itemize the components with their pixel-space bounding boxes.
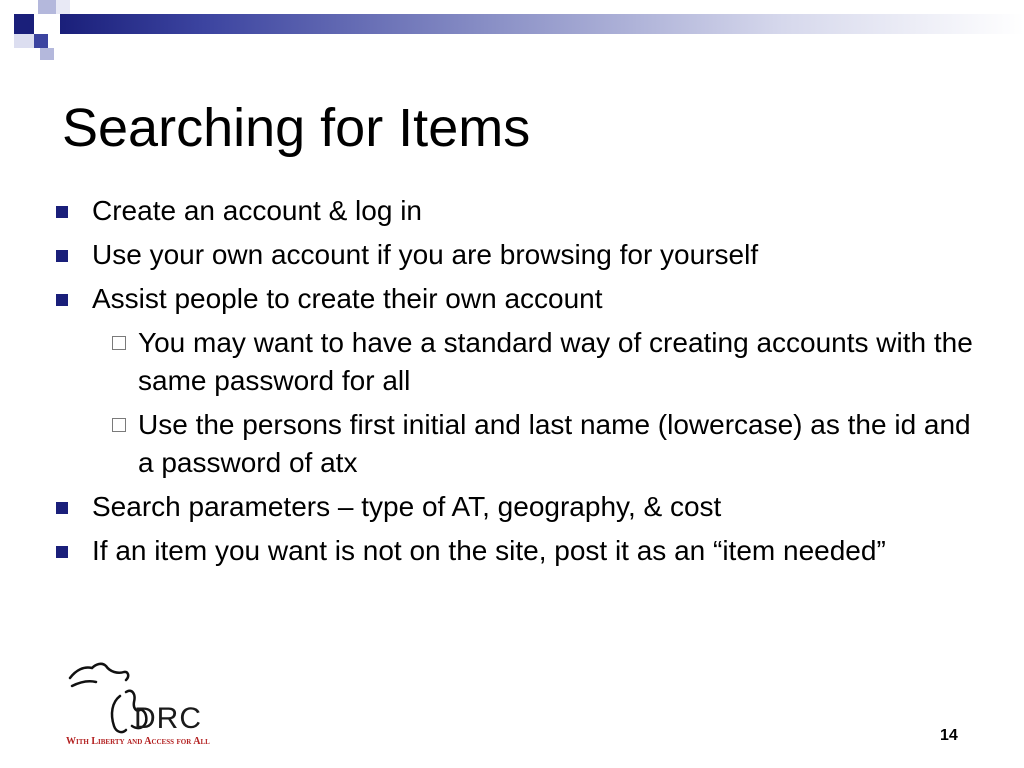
- square-bullet-icon: [56, 502, 68, 514]
- bullet-list: [56, 192, 976, 576]
- bullet-item: [56, 236, 976, 274]
- hollow-square-bullet-icon: [112, 336, 126, 350]
- bullet-text: Create an account & log in: [92, 195, 422, 226]
- square-bullet-icon: [56, 546, 68, 558]
- decor-square: [38, 0, 56, 14]
- decor-square: [0, 34, 14, 48]
- decor-square: [40, 48, 54, 60]
- square-bullet-icon: [56, 250, 68, 262]
- drc-logo: [62, 656, 232, 752]
- slide-title: Searching for Items: [62, 98, 531, 158]
- sub-bullet-text: You may want to have a standard way of creating accounts with the same password for all: [138, 327, 973, 396]
- page-number: 14: [940, 727, 958, 744]
- sub-bullet-item: [110, 324, 976, 400]
- bullet-text: Search parameters – type of AT, geography, & cost: [92, 491, 722, 522]
- square-bullet-icon: [56, 206, 68, 218]
- bullet-text: If an item you want is not on the site, post it as an “item needed”: [92, 535, 886, 566]
- header-decoration: [0, 0, 1024, 64]
- decor-square: [14, 34, 34, 48]
- hollow-square-bullet-icon: [112, 418, 126, 432]
- decor-square: [34, 34, 48, 48]
- logo-name: DRC: [134, 702, 202, 735]
- sub-bullet-text: Use the persons first initial and last name (lowercase) as the id and a password of atx: [138, 409, 971, 478]
- bullet-item: [56, 532, 976, 570]
- bullet-text: Assist people to create their own account: [92, 283, 603, 314]
- decor-square: [14, 14, 34, 34]
- square-bullet-icon: [56, 294, 68, 306]
- sub-bullet-list: [56, 324, 976, 482]
- header-gradient-bar: [60, 14, 1024, 34]
- decor-square: [56, 0, 70, 14]
- logo-tagline: With Liberty and Access for All: [66, 736, 210, 747]
- bullet-text: Use your own account if you are browsing for yourself: [92, 239, 759, 270]
- bullet-item: [56, 192, 976, 230]
- bullet-item: [56, 280, 976, 318]
- sub-bullet-item: [110, 406, 976, 482]
- bullet-item: [56, 488, 976, 526]
